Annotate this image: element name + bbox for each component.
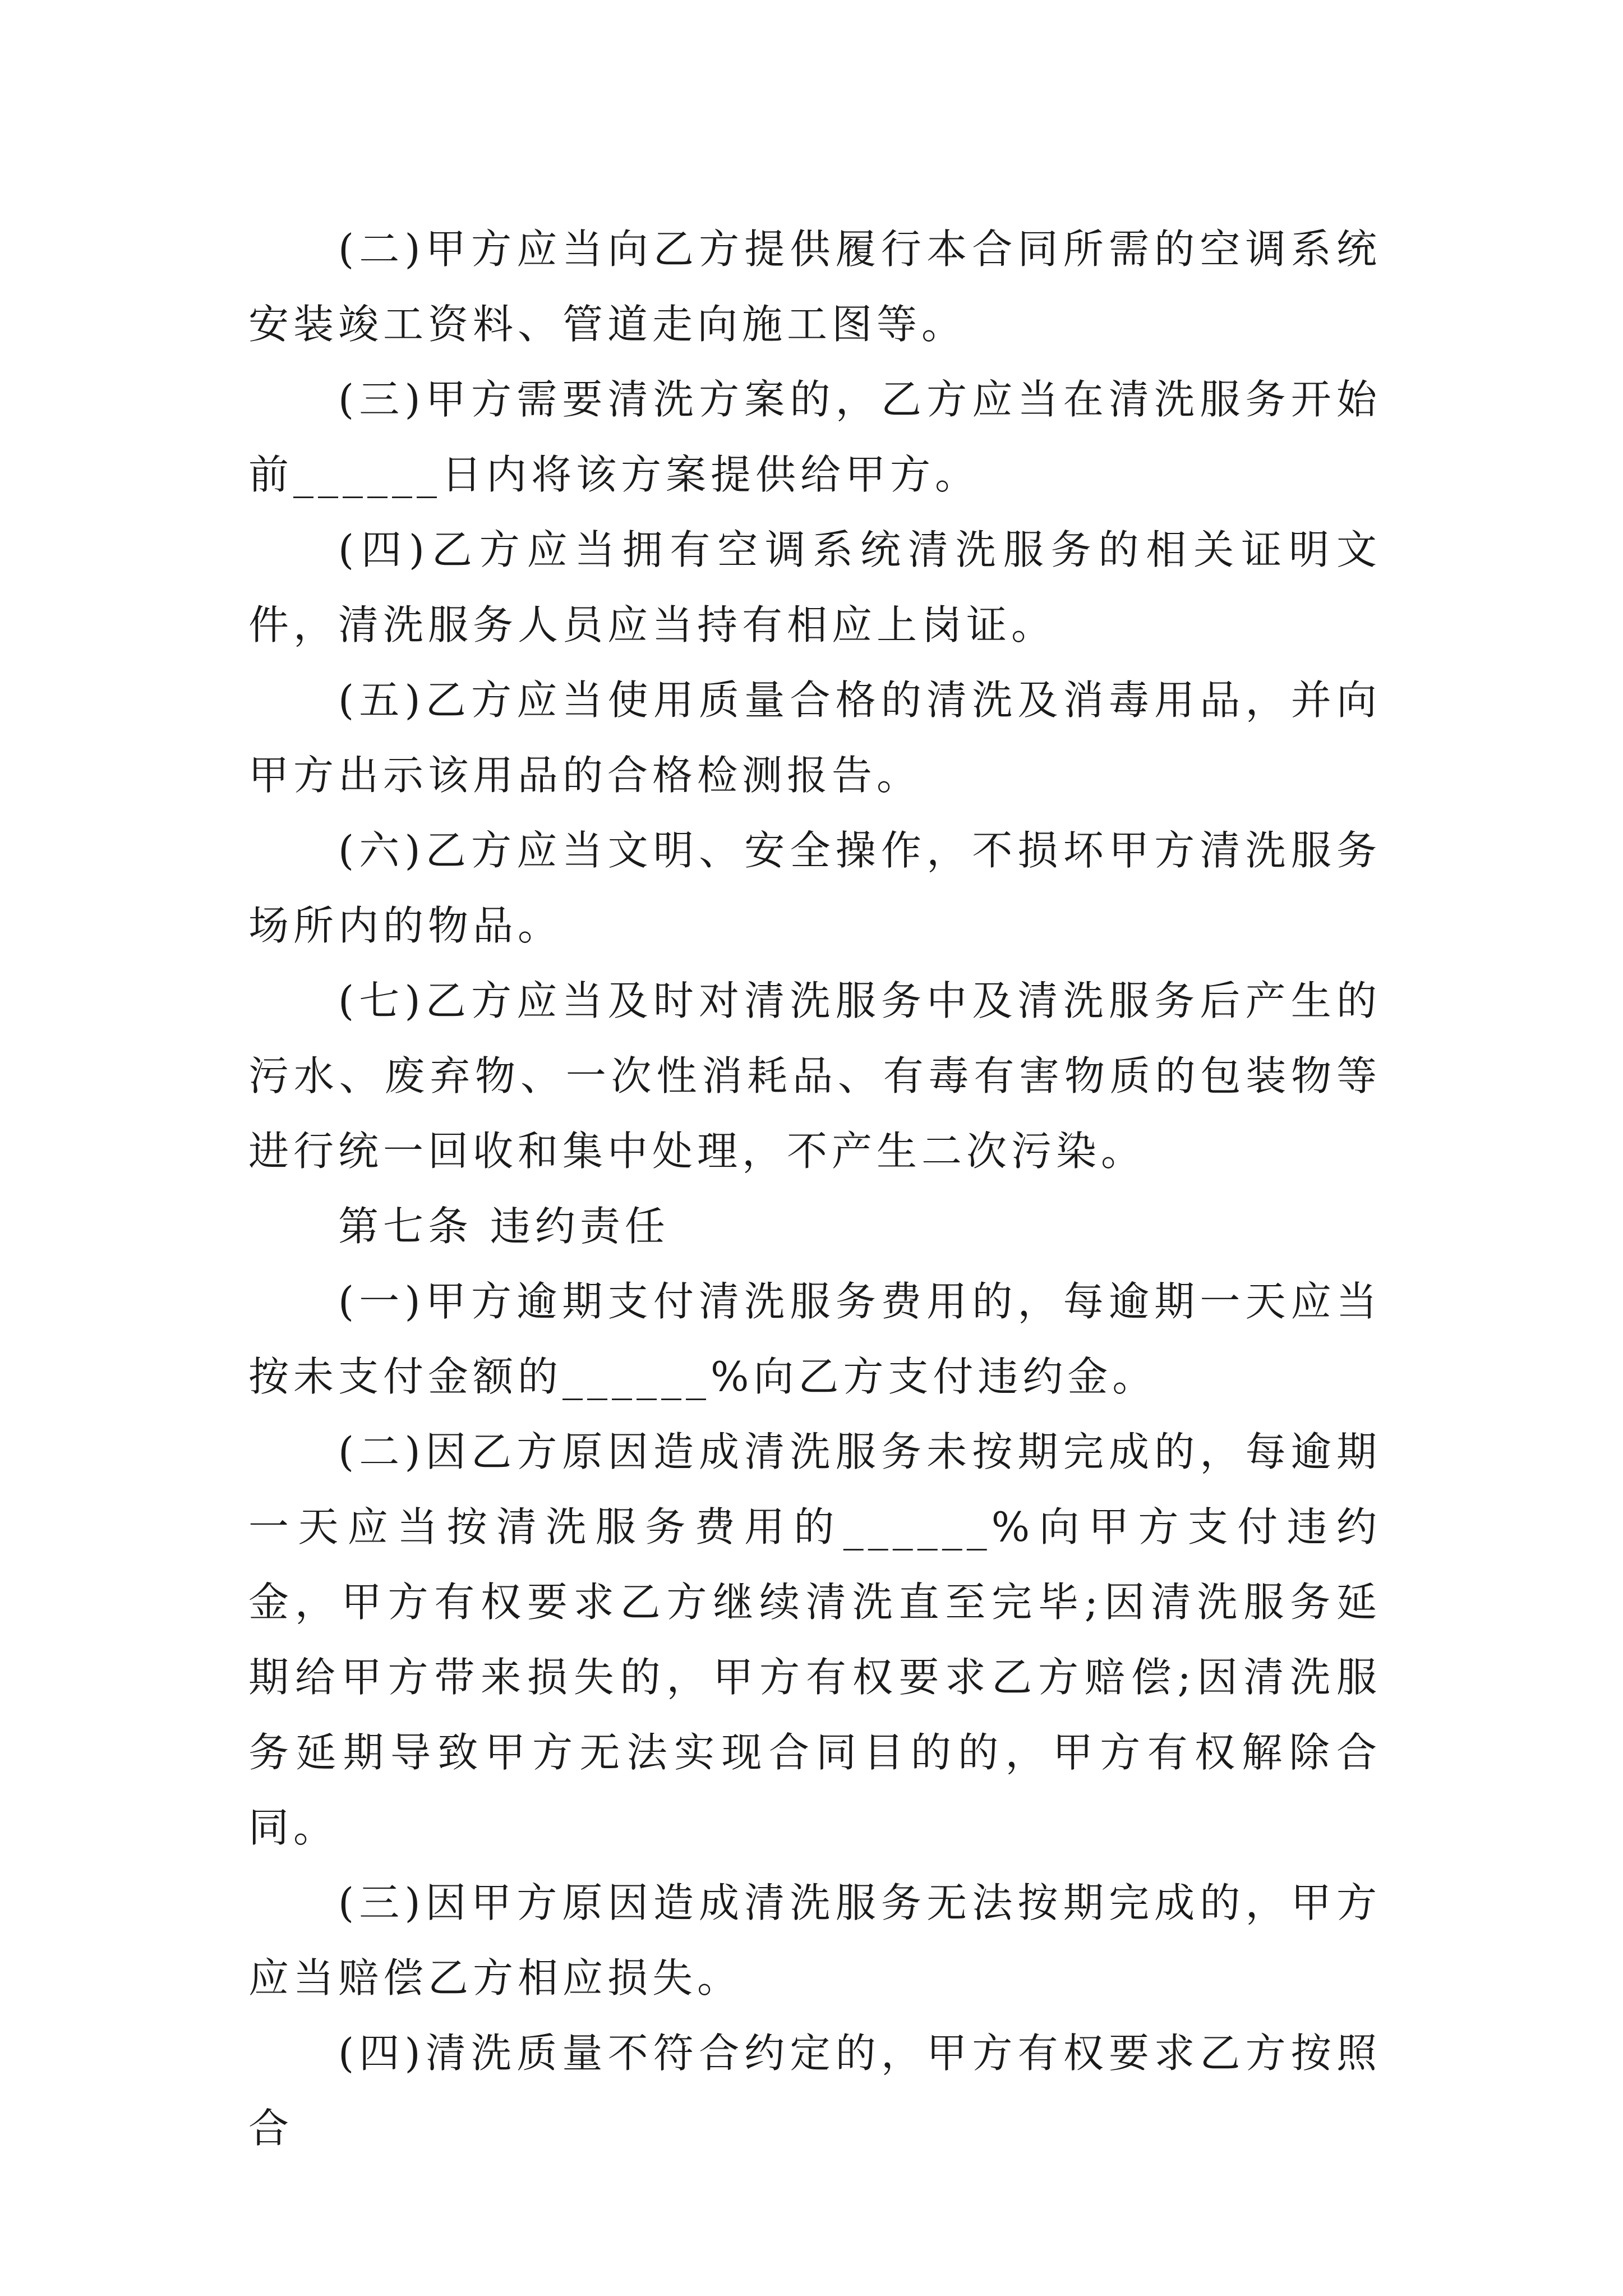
clause-paragraph: (五)乙方应当使用质量合格的清洗及消毒用品，并向甲方出示该用品的合格检测报告。 <box>248 677 1381 799</box>
clause-paragraph: (四)清洗质量不符合约定的，甲方有权要求乙方按照合 <box>248 2030 1381 2152</box>
clause-paragraph: (六)乙方应当文明、安全操作，不损坏甲方清洗服务场所内的物品。 <box>248 827 1381 949</box>
clause-paragraph: (一)甲方逾期支付清洗服务费用的，每逾期一天应当按未支付金额的______%向乙方支付违约金。 <box>248 1278 1381 1400</box>
clause-paragraph: (三)因甲方原因造成清洗服务无法按期完成的，甲方应当赔偿乙方相应损失。 <box>248 1879 1381 2001</box>
article-heading: 第七条 违约责任 <box>338 1203 670 1250</box>
clause-paragraph: (四)乙方应当拥有空调系统清洗服务的相关证明文件，清洗服务人员应当持有相应上岗证。 <box>248 526 1381 648</box>
document-body <box>248 211 1381 2166</box>
clause-paragraph: (三)甲方需要清洗方案的，乙方应当在清洗服务开始前______日内将该方案提供给甲方。 <box>248 376 1381 498</box>
clause-paragraph: (二)因乙方原因造成清洗服务未按期完成的，每逾期一天应当按清洗服务费用的______%向甲方支付违约金，甲方有权要求乙方继续清洗直至完毕;因清洗服务延期给甲方带来损失的，甲方有权要求乙方赔偿;因清洗服务延期导致甲方无法实现合同目的的，甲方有权解除合同。 <box>248 1428 1381 1851</box>
clause-paragraph: (七)乙方应当及时对清洗服务中及清洗服务后产生的污水、废弃物、一次性消耗品、有毒有害物质的包装物等进行统一回收和集中处理，不产生二次污染。 <box>248 977 1381 1175</box>
clause-paragraph: (二)甲方应当向乙方提供履行本合同所需的空调系统安装竣工资料、管道走向施工图等。 <box>248 226 1381 348</box>
